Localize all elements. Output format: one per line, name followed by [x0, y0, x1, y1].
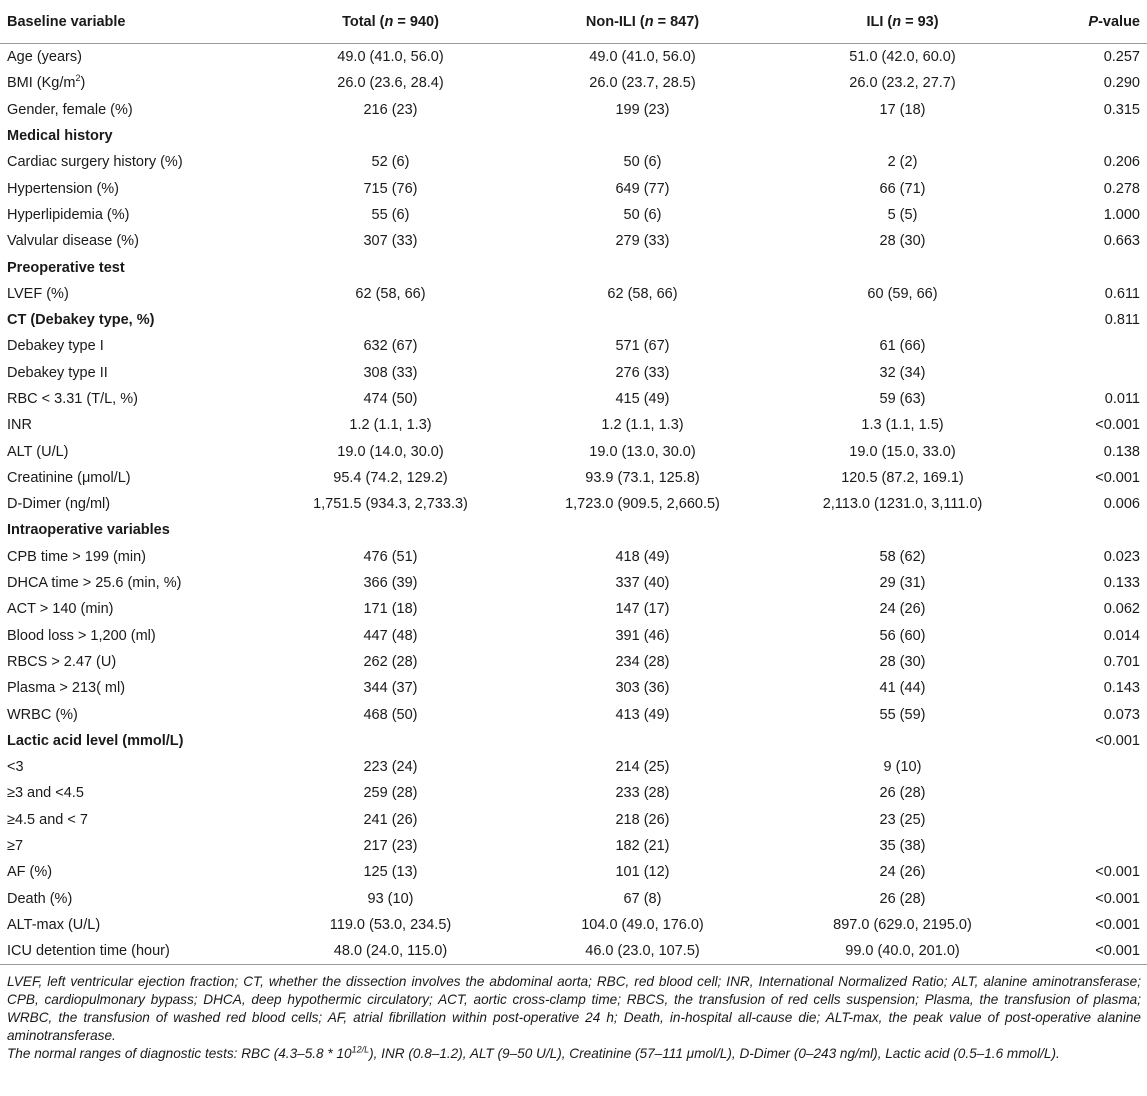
- cell-total: 26.0 (23.6, 28.4): [337, 75, 444, 92]
- cell-p-value: 0.663: [1103, 233, 1140, 250]
- row-label: Age (years): [7, 49, 82, 66]
- cell-total: 344 (37): [363, 680, 418, 697]
- row-label: RBCS > 2.47 (U): [7, 653, 117, 670]
- cell-ili: 56 (60): [879, 627, 926, 644]
- row-label: ACT > 140 (min): [7, 601, 114, 618]
- header-total: Total (n = 940): [272, 0, 509, 44]
- table-row: [0, 570, 1147, 596]
- cell-p-value: 0.023: [1103, 548, 1140, 565]
- row-label: ≥4.5 and < 7: [7, 811, 88, 828]
- cell-ili: 26.0 (23.2, 27.7): [849, 75, 956, 92]
- cell-ili: [776, 728, 1029, 754]
- table-row: [0, 386, 1147, 412]
- cell-total: [272, 254, 509, 280]
- section-row: [0, 307, 1147, 333]
- cell-ili: 29 (31): [879, 575, 926, 592]
- table-row: [0, 544, 1147, 570]
- cell-total: 19.0 (14.0, 30.0): [337, 443, 444, 460]
- table-row: [0, 807, 1147, 833]
- cell-non-ili: 234 (28): [615, 653, 670, 670]
- section-row: [0, 728, 1147, 754]
- cell-non-ili: 413 (49): [615, 706, 670, 723]
- cell-ili: 120.5 (87.2, 169.1): [841, 469, 964, 486]
- cell-total: 715 (76): [363, 180, 418, 197]
- cell-ili: 26 (28): [879, 890, 926, 907]
- row-label: INR: [7, 417, 32, 434]
- row-label: D-Dimer (ng/ml): [7, 496, 111, 513]
- cell-total: 308 (33): [363, 364, 418, 381]
- cell-ili: 60 (59, 66): [867, 285, 938, 302]
- cell-p-value: <0.001: [1095, 469, 1140, 486]
- row-label: BMI $(Kg/m^2)$: [7, 73, 86, 92]
- cell-p-value: 0.143: [1103, 680, 1140, 697]
- cell-total: 52 (6): [371, 154, 410, 171]
- table-row: [0, 938, 1147, 965]
- header-p-value: P-value: [1029, 0, 1147, 44]
- cell-p-value: [1029, 333, 1147, 359]
- table-row: [0, 333, 1147, 359]
- row-label: <3: [7, 759, 24, 776]
- row-label: LVEF (%): [7, 285, 69, 302]
- table-row: [0, 97, 1147, 123]
- cell-p-value: 0.611: [1104, 285, 1140, 302]
- cell-p-value: 0.206: [1103, 154, 1140, 171]
- cell-p-value: [1029, 517, 1147, 543]
- cell-p-value: 0.014: [1103, 627, 1140, 644]
- table-row: [0, 175, 1147, 201]
- row-label: Hypertension (%): [7, 180, 120, 197]
- cell-non-ili: 391 (46): [615, 627, 670, 644]
- table-row: [0, 360, 1147, 386]
- table-row: [0, 675, 1147, 701]
- table-row: [0, 833, 1147, 859]
- cell-p-value: 0.138: [1103, 443, 1140, 460]
- cell-total: 216 (23): [363, 101, 418, 118]
- cell-ili: 24 (26): [879, 864, 926, 881]
- cell-total: [272, 728, 509, 754]
- cell-total: 447 (48): [363, 627, 418, 644]
- table-row: [0, 149, 1147, 175]
- cell-total: [272, 517, 509, 543]
- cell-ili: 66 (71): [879, 180, 926, 197]
- cell-p-value: <0.001: [1095, 417, 1140, 434]
- cell-total: 125 (13): [363, 864, 418, 881]
- row-label: DHCA time > 25.6 (min, %): [7, 575, 182, 592]
- row-label: Cardiac surgery history (%): [7, 154, 183, 171]
- cell-total: 259 (28): [363, 785, 418, 802]
- cell-total: [272, 307, 509, 333]
- cell-ili: 28 (30): [879, 653, 926, 670]
- cell-ili: 17 (18): [879, 101, 926, 118]
- cell-p-value: <0.001: [1095, 890, 1140, 907]
- cell-total: 474 (50): [363, 391, 418, 407]
- cell-non-ili: [509, 728, 776, 754]
- cell-total: 223 (24): [363, 759, 418, 776]
- cell-non-ili: 1.2 (1.1, 1.3): [601, 417, 684, 434]
- cell-total: 119.0 (53.0, 234.5): [329, 916, 452, 933]
- cell-ili: 9 (10): [883, 759, 922, 776]
- cell-p-value: 0.133: [1103, 575, 1140, 592]
- row-label: WRBC (%): [7, 706, 78, 723]
- cell-non-ili: 415 (49): [615, 391, 670, 407]
- cell-non-ili: 218 (26): [615, 811, 670, 828]
- cell-ili: 26 (28): [879, 785, 926, 802]
- table-row: [0, 701, 1147, 727]
- cell-ili: 99.0 (40.0, 201.0): [776, 938, 1029, 965]
- table-row: [0, 780, 1147, 806]
- cell-p-value: <0.001: [1029, 938, 1147, 965]
- cell-p-value: <0.001: [1095, 864, 1140, 881]
- cell-p-value: 0.290: [1103, 75, 1140, 92]
- cell-non-ili: 337 (40): [615, 575, 670, 592]
- cell-ili: 55 (59): [879, 706, 926, 723]
- row-label: Blood loss > 1,200 (ml): [7, 627, 156, 644]
- table-row: [0, 649, 1147, 675]
- table-row: [0, 596, 1147, 622]
- row-label: ≥7: [7, 838, 24, 855]
- cell-p-value: [1029, 360, 1147, 386]
- cell-non-ili: 46.0 (23.0, 107.5): [509, 938, 776, 965]
- cell-non-ili: 50 (6): [623, 206, 662, 223]
- cell-p-value: 0.701: [1103, 653, 1140, 670]
- row-label: RBC < 3.31 (T/L, %): [7, 391, 138, 407]
- cell-p-value: <0.001: [1095, 732, 1140, 749]
- cell-total: 1,751.5 (934.3, 2,733.3): [313, 496, 468, 513]
- cell-total: 307 (33): [363, 233, 418, 250]
- cell-ili: 24 (26): [879, 601, 926, 618]
- cell-non-ili: 214 (25): [615, 759, 670, 776]
- table-row: [0, 70, 1147, 96]
- cell-total: 55 (6): [371, 206, 410, 223]
- cell-ili: 5 (5): [887, 206, 918, 223]
- cell-ili: 1.3 (1.1, 1.5): [861, 417, 944, 434]
- cell-total: 93 (10): [367, 890, 414, 907]
- table-footnote: [0, 965, 1147, 1063]
- cell-non-ili: 233 (28): [615, 785, 670, 802]
- row-label: Lactic acid level (mmol/L): [7, 732, 184, 749]
- header-row: [0, 0, 1147, 44]
- row-label: ALT (U/L): [7, 443, 69, 460]
- cell-p-value: 0.062: [1103, 601, 1140, 618]
- cell-non-ili: 49.0 (41.0, 56.0): [589, 49, 696, 66]
- cell-ili: 61 (66): [879, 338, 926, 355]
- cell-total: 366 (39): [363, 575, 418, 592]
- cell-total: 62 (58, 66): [355, 285, 426, 302]
- row-label: Death (%): [7, 890, 73, 907]
- cell-non-ili: [509, 123, 776, 149]
- cell-p-value: [1029, 123, 1147, 149]
- table-header: [0, 0, 1147, 44]
- section-row: [0, 123, 1147, 149]
- cell-non-ili: 182 (21): [615, 838, 670, 855]
- row-label: ALT-max (U/L): [7, 916, 101, 933]
- row-label: Plasma > 213( ml): [7, 680, 126, 697]
- cell-total: 468 (50): [363, 706, 418, 723]
- cell-non-ili: [509, 254, 776, 280]
- cell-p-value: 0.278: [1103, 180, 1140, 197]
- cell-non-ili: 104.0 (49.0, 176.0): [581, 916, 704, 933]
- footnote-abbreviations: LVEF, left ventricular ejection fraction; CT, whether the dissection involves the abdominal aorta; RBC, red blood cell; INR, International Normalized Ratio; ALT, alanine aminotransferase; CPB, cardiopulmonary bypass; DHCA, deep hypothermic circulatory; ACT, aortic cross-clamp time; RBCS, the transfusion of red cells suspension; Plasma, the transfusion of plasma; WRBC, the transfusion of washed red blood cells; AF, atrial fibrillation within post-operative 24 h; Death, in-hospital all-cause die; ALT-max, the peak value of post-operative alanine aminotransferase.: [7, 974, 1141, 1044]
- row-label: Hyperlipidemia (%): [7, 206, 130, 223]
- cell-non-ili: 199 (23): [615, 101, 670, 118]
- cell-non-ili: 276 (33): [615, 364, 670, 381]
- cell-ili: 28 (30): [879, 233, 926, 250]
- row-label: Debakey type I: [7, 338, 104, 355]
- header-variable: Baseline variable: [0, 0, 272, 44]
- table-row: [0, 465, 1147, 491]
- cell-non-ili: 93.9 (73.1, 125.8): [585, 469, 700, 486]
- cell-total: 95.4 (74.2, 129.2): [333, 469, 448, 486]
- row-label: ICU detention time (hour): [0, 938, 272, 965]
- cell-ili: [776, 307, 1029, 333]
- table-row: [0, 886, 1147, 912]
- cell-total: 49.0 (41.0, 56.0): [337, 49, 444, 66]
- cell-non-ili: 571 (67): [615, 338, 670, 355]
- row-label: ≥3 and <4.5: [7, 785, 84, 802]
- cell-p-value: 0.315: [1103, 101, 1140, 118]
- cell-non-ili: [509, 517, 776, 543]
- cell-non-ili: 649 (77): [615, 180, 670, 197]
- cell-ili: [776, 123, 1029, 149]
- table-body: [0, 44, 1147, 965]
- row-label: Medical history: [7, 128, 113, 145]
- section-row: [0, 254, 1147, 280]
- table-row: [0, 202, 1147, 228]
- section-row: [0, 517, 1147, 543]
- cell-ili: 2,113.0 (1231.0, 3,111.0): [822, 496, 983, 513]
- cell-non-ili: 303 (36): [615, 680, 670, 697]
- row-label: Valvular disease (%): [7, 233, 139, 250]
- cell-p-value: [1029, 807, 1147, 833]
- row-label: Debakey type II: [7, 364, 108, 381]
- cell-ili: 897.0 (629.0, 2195.0): [833, 916, 972, 933]
- cell-total: [272, 123, 509, 149]
- cell-non-ili: 101 (12): [615, 864, 670, 881]
- cell-p-value: 0.257: [1103, 49, 1140, 66]
- header-non-ili: Non-ILI (n = 847): [509, 0, 776, 44]
- cell-ili: [776, 254, 1029, 280]
- cell-p-value: [1029, 254, 1147, 280]
- table-row: [0, 281, 1147, 307]
- cell-non-ili: 19.0 (13.0, 30.0): [589, 443, 696, 460]
- table-row: [0, 754, 1147, 780]
- cell-non-ili: 279 (33): [615, 233, 670, 250]
- cell-p-value: 1.000: [1103, 206, 1140, 223]
- row-label: Gender, female (%): [7, 101, 133, 118]
- cell-non-ili: 418 (49): [615, 548, 670, 565]
- cell-non-ili: 50 (6): [623, 154, 662, 171]
- cell-total: 262 (28): [363, 653, 418, 670]
- cell-p-value: 0.073: [1103, 706, 1140, 723]
- cell-ili: 58 (62): [879, 548, 926, 565]
- cell-ili: 41 (44): [879, 680, 926, 697]
- row-label: Preoperative test: [7, 259, 125, 276]
- cell-total: 48.0 (24.0, 115.0): [272, 938, 509, 965]
- cell-total: 1.2 (1.1, 1.3): [349, 417, 432, 434]
- cell-total: 476 (51): [363, 548, 418, 565]
- table-row: [0, 491, 1147, 517]
- cell-ili: 51.0 (42.0, 60.0): [849, 49, 956, 66]
- row-label: CT (Debakey type, %): [7, 312, 155, 329]
- cell-ili: 32 (34): [879, 364, 926, 381]
- row-label: Intraoperative variables: [7, 522, 170, 539]
- cell-non-ili: 1,723.0 (909.5, 2,660.5): [565, 496, 720, 513]
- table-row: [0, 859, 1147, 885]
- cell-non-ili: 62 (58, 66): [607, 285, 678, 302]
- cell-p-value: [1029, 754, 1147, 780]
- cell-ili: 23 (25): [879, 811, 926, 828]
- cell-total: 241 (26): [363, 811, 418, 828]
- cell-non-ili: 26.0 (23.7, 28.5): [589, 75, 696, 92]
- table-row: [0, 623, 1147, 649]
- cell-p-value: 0.811: [1104, 312, 1140, 329]
- cell-ili: 35 (38): [879, 838, 926, 855]
- footnote-normal-ranges: The normal ranges of diagnostic tests: RBC $(4.3-5.8 * 10^{12/L})$, INR (0.8–1.2), ALT (9–50 U/L), Creatinine (57–111 μmol/L), D-Dimer (0–243 ng/ml), Lactic acid (0.5–1.6 mmol/L).: [7, 1044, 1060, 1062]
- cell-p-value: [1029, 780, 1147, 806]
- cell-total: 217 (23): [363, 838, 418, 855]
- table-row: [0, 44, 1147, 71]
- cell-p-value: <0.001: [1095, 916, 1140, 933]
- table-row: [0, 412, 1147, 438]
- table-row: [0, 438, 1147, 464]
- cell-non-ili: [509, 307, 776, 333]
- cell-ili: 59 (63): [879, 391, 926, 407]
- row-label: CPB time > 199 (min): [7, 548, 147, 565]
- cell-total: 632 (67): [363, 338, 418, 355]
- cell-ili: 19.0 (15.0, 33.0): [849, 443, 956, 460]
- table-row: [0, 912, 1147, 938]
- cell-p-value: [1029, 833, 1147, 859]
- cell-ili: [776, 517, 1029, 543]
- table-row: [0, 228, 1147, 254]
- cell-ili: 2 (2): [887, 154, 918, 171]
- row-label: AF (%): [7, 864, 53, 881]
- cell-non-ili: 67 (8): [623, 890, 662, 907]
- cell-p-value: 0.006: [1103, 496, 1140, 513]
- cell-p-value: 0.011: [1104, 391, 1140, 407]
- cell-total: 171 (18): [363, 601, 418, 618]
- row-label: Creatinine (μmol/L): [7, 469, 131, 486]
- cell-non-ili: 147 (17): [615, 601, 670, 618]
- header-ili: ILI (n = 93): [776, 0, 1029, 44]
